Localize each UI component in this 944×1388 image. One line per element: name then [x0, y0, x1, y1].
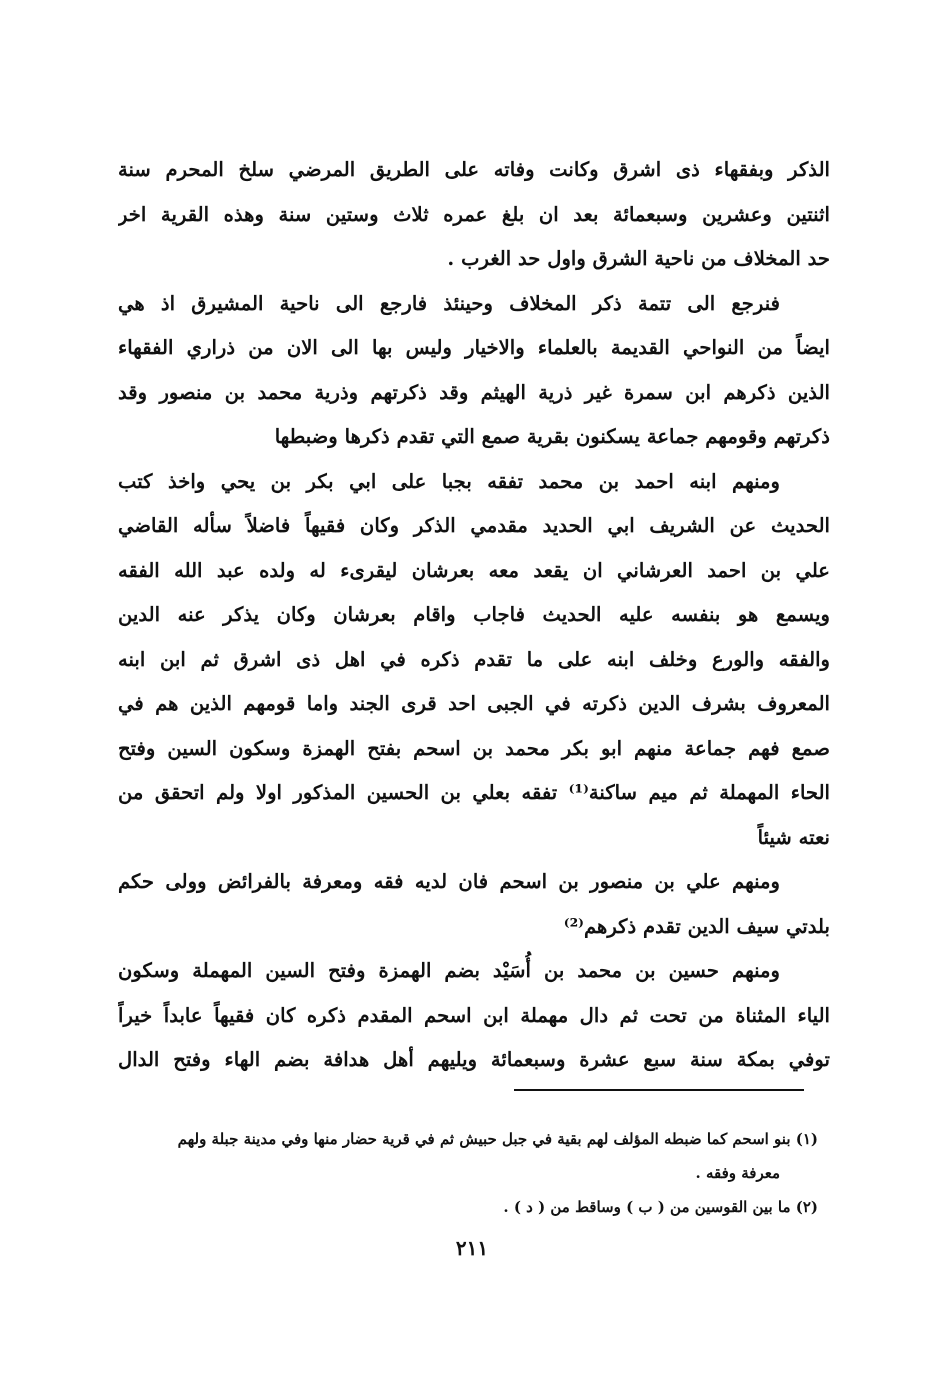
- footnotes: [118, 1122, 818, 1224]
- text-line: بلدتي سيف الدين تقدم ذكرهم⁽²⁾: [563, 914, 830, 938]
- footnote-line: (١) بنو اسحم كما ضبطه المؤلف لهم بقية في جبل حبيش ثم في قرية حضار منها وفي مدينة جبلة ولهم: [177, 1130, 818, 1148]
- text-line: الذين ذكرهم ابن سمرة غير ذرية الهيثم وقد ذكرتهم وذرية محمد بن منصور وقد: [118, 380, 830, 404]
- text-line: توفي بمكة سنة سبع عشرة وسبعمائة ويليهم أهل هدافة بضم الهاء وفتح الدال: [118, 1048, 830, 1071]
- footnote-line: معرفة وفقه .: [695, 1164, 780, 1182]
- text-line: المعروف بشرف الدين ذكرته في الجبى احد قرى الجند واما قومهم الذين هم في: [118, 692, 830, 715]
- text-line: علي بن احمد العرشاني ان يقعد معه بعرشان ليقرىء له ولده عبد الله الفقه: [118, 558, 830, 582]
- text-line: ومنهم علي بن منصور بن اسحم فان لديه فقه ومعرفة بالفرائض وولى حكم: [118, 870, 780, 893]
- text-line: حد المخلاف من ناحية الشرق واول حد الغرب .: [447, 247, 830, 270]
- text-line: الحديث عن الشريف ابي الحديد مقدمي الذكر وكان فقيهاً فاضلاً سأله القاضي: [118, 514, 830, 537]
- page-number: ٢١١: [455, 1236, 489, 1260]
- text-line: اثنتين وعشرين وسبعمائة بعد ان بلغ عمره ثلاث وستين سنة وهذه القرية اخر: [118, 202, 830, 226]
- text-line: ويسمع هو بنفسه عليه الحديث فاجاب واقام بعرشان وكان يذكر عنه الدين: [118, 603, 830, 626]
- footnote-divider: [514, 1089, 804, 1091]
- main-text: [118, 148, 830, 1083]
- text-line: الذكر وبفقهاء ذى اشرق وكانت وفاته على الطريق المرضي سلخ المحرم سنة: [118, 158, 830, 181]
- text-line: الياء المثناة من تحت ثم دال مهملة ابن اسحم المقدم ذكره كان فقيهاً عابداً خيراً: [118, 1003, 830, 1027]
- text-line: ذكرتهم وقومهم جماعة يسكنون بقرية صمع التي تقدم ذكرها وضبطها: [274, 425, 830, 448]
- text-line: الحاء المهملة ثم ميم ساكنة⁽¹⁾ تفقه بعلي بن الحسين المذكور اولا ولم اتحقق من: [118, 781, 830, 804]
- text-line: صمع فهم جماعة منهم ابو بكر محمد بن اسحم بفتح الهمزة وسكون السين وفتح: [118, 736, 830, 760]
- text-line: والفقه والورع وخلف ابنه على ما تقدم ذكره في اهل ذى اشرق ثم ابن ابنه: [118, 647, 830, 671]
- footnote-line: (٢) ما بين القوسين من ( ب ) وساقط من ( د ) .: [503, 1198, 818, 1216]
- text-line: نعته شيئاً: [757, 825, 830, 849]
- text-line: ايضاً من النواحي القديمة بالعلماء والاخيار وليس بها الى الان من ذراري الفقهاء: [118, 336, 830, 359]
- text-line: ومنهم ابنه احمد بن محمد تفقه بجبا على ابي بكر بن يحي واخذ كتب: [118, 469, 780, 493]
- text-line: فنرجع الى تتمة ذكر المخلاف وحينئذ فارجع الى ناحية المشيرق اذ هي: [118, 291, 780, 315]
- text-line: ومنهم حسين بن محمد بن أُسَيْد بضم الهمزة وفتح السين المهملة وسكون: [118, 959, 780, 982]
